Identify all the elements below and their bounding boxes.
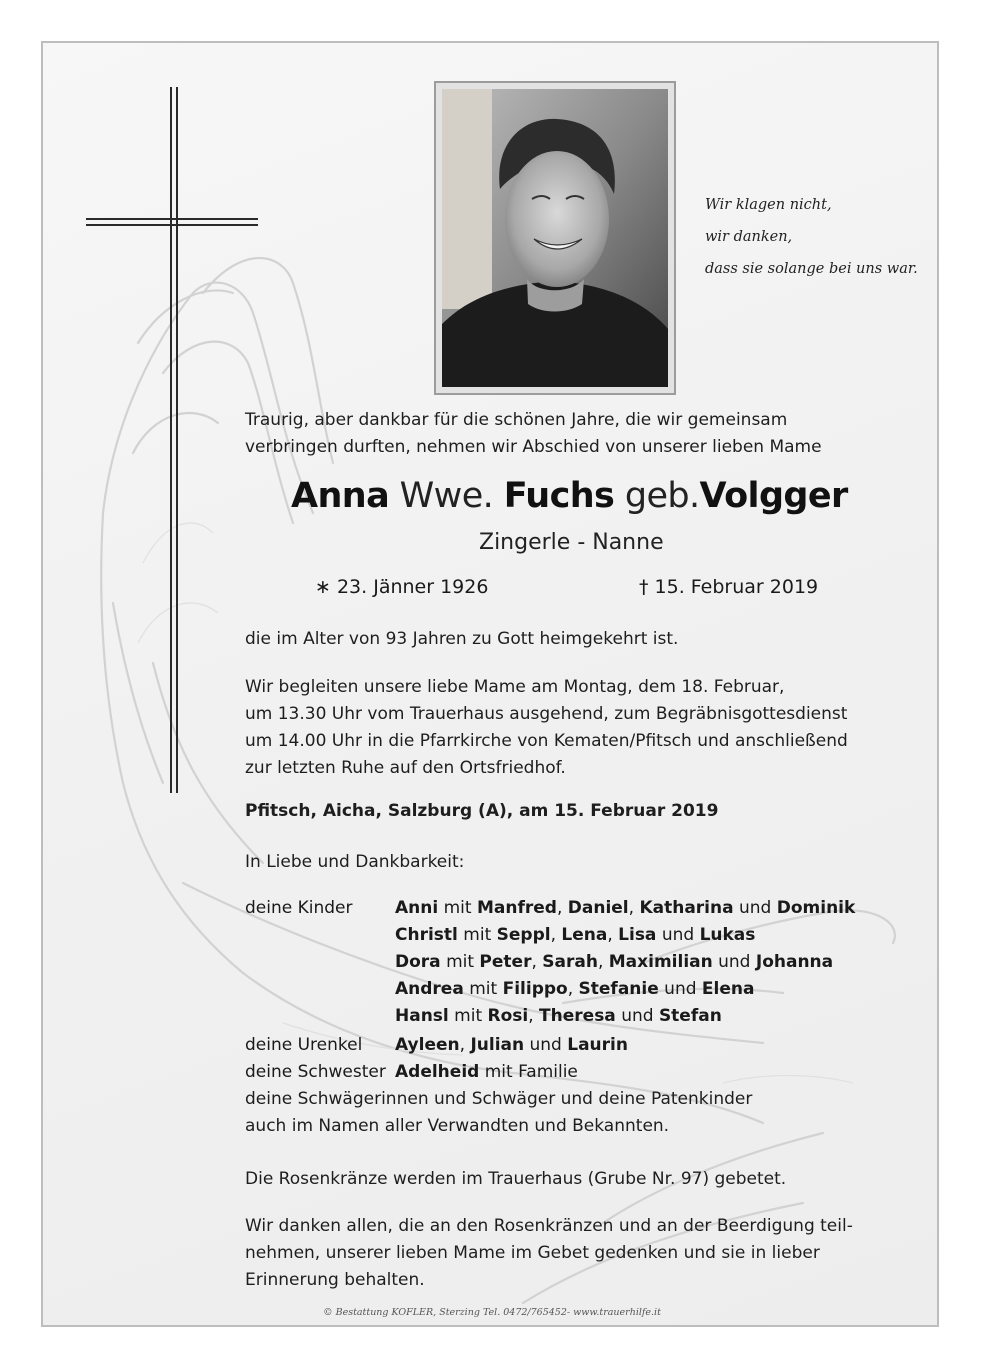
children-label: deine Kinder xyxy=(245,898,353,918)
thanks-line: Wir danken allen, die an den Rosenkränzen und an der Beerdigung teil- xyxy=(245,1216,853,1236)
great-grandchildren-list: Ayleen, Julian und Laurin xyxy=(395,1035,628,1055)
name-title: Wwe. xyxy=(399,476,494,516)
place-date: Pfitsch, Aicha, Salzburg (A), am 15. Februar 2019 xyxy=(245,801,719,821)
funeral-line: um 13.30 Uhr vom Trauerhaus ausgehend, zum Begräbnisgottesdienst xyxy=(245,704,848,724)
rosary-line: Die Rosenkränze werden im Trauerhaus (Grube Nr. 97) gebetet. xyxy=(245,1169,787,1189)
cross-icon-bar-2 xyxy=(86,224,258,226)
birth-date: ∗ 23. Jänner 1926 xyxy=(315,576,489,598)
funeral-line: zur letzten Ruhe auf den Ortsfriedhof. xyxy=(245,758,566,778)
cross-icon xyxy=(170,87,172,793)
sister-name: Adelheid mit Familie xyxy=(395,1062,578,1082)
intro-line: Traurig, aber dankbar für die schönen Jahre, die wir gemeinsam xyxy=(245,410,788,430)
family-line: Hansl mit Rosi, Theresa und Stefan xyxy=(395,1006,722,1026)
thanks-text xyxy=(245,1213,853,1294)
obituary-card xyxy=(41,41,939,1327)
death-date: † 15. Februar 2019 xyxy=(639,576,819,598)
funeral-line: Wir begleiten unsere liebe Mame am Montag, dem 18. Februar, xyxy=(245,677,785,697)
funeral-line: um 14.00 Uhr in die Pfarrkirche von Kematen/Pfitsch und anschließend xyxy=(245,731,848,751)
thanks-line: nehmen, unserer lieben Mame im Gebet gedenken und sie in lieber xyxy=(245,1243,820,1263)
quote-line: dass sie solange bei uns war. xyxy=(705,261,918,277)
quote xyxy=(705,189,918,285)
quote-line: Wir klagen nicht, xyxy=(705,197,832,213)
nickname: Zingerle - Nanne xyxy=(479,530,664,555)
cross-icon-line xyxy=(176,87,178,793)
intro-text xyxy=(245,407,822,461)
footer-imprint: © Bestattung KOFLER, Sterzing Tel. 0472/765452- www.trauerhilfe.it xyxy=(323,1307,661,1318)
sister-label: deine Schwester xyxy=(245,1062,386,1082)
last-name: Fuchs xyxy=(503,476,615,516)
in-laws-line: deine Schwägerinnen und Schwäger und deine Patenkinder xyxy=(245,1089,753,1109)
family-line: Andrea mit Filippo, Stefanie und Elena xyxy=(395,979,755,999)
cross-icon-bar xyxy=(86,218,258,220)
family-line: Dora mit Peter, Sarah, Maximilian und Johanna xyxy=(395,952,834,972)
quote-line: wir danken, xyxy=(705,229,793,245)
age-line: die im Alter von 93 Jahren zu Gott heimgekehrt ist. xyxy=(245,629,679,649)
maiden-name: Volgger xyxy=(699,476,848,516)
deceased-name xyxy=(291,476,848,516)
family-line: Anni mit Manfred, Daniel, Katharina und Dominik xyxy=(395,898,856,918)
birth-name-prefix: geb. xyxy=(624,476,700,516)
children-list xyxy=(395,895,855,1030)
thanks-line: Erinnerung behalten. xyxy=(245,1270,425,1290)
first-name: Anna xyxy=(291,476,390,516)
portrait-photo xyxy=(442,89,668,387)
funeral-details xyxy=(245,674,848,782)
family-line: Christl mit Seppl, Lena, Lisa und Lukas xyxy=(395,925,756,945)
great-grandchildren-label: deine Urenkel xyxy=(245,1035,363,1055)
intro-line: verbringen durften, nehmen wir Abschied von unserer lieben Mame xyxy=(245,437,822,457)
in-love-line: In Liebe und Dankbarkeit: xyxy=(245,852,465,872)
relatives-line: auch im Namen aller Verwandten und Bekannten. xyxy=(245,1116,670,1136)
portrait-frame xyxy=(434,81,676,395)
